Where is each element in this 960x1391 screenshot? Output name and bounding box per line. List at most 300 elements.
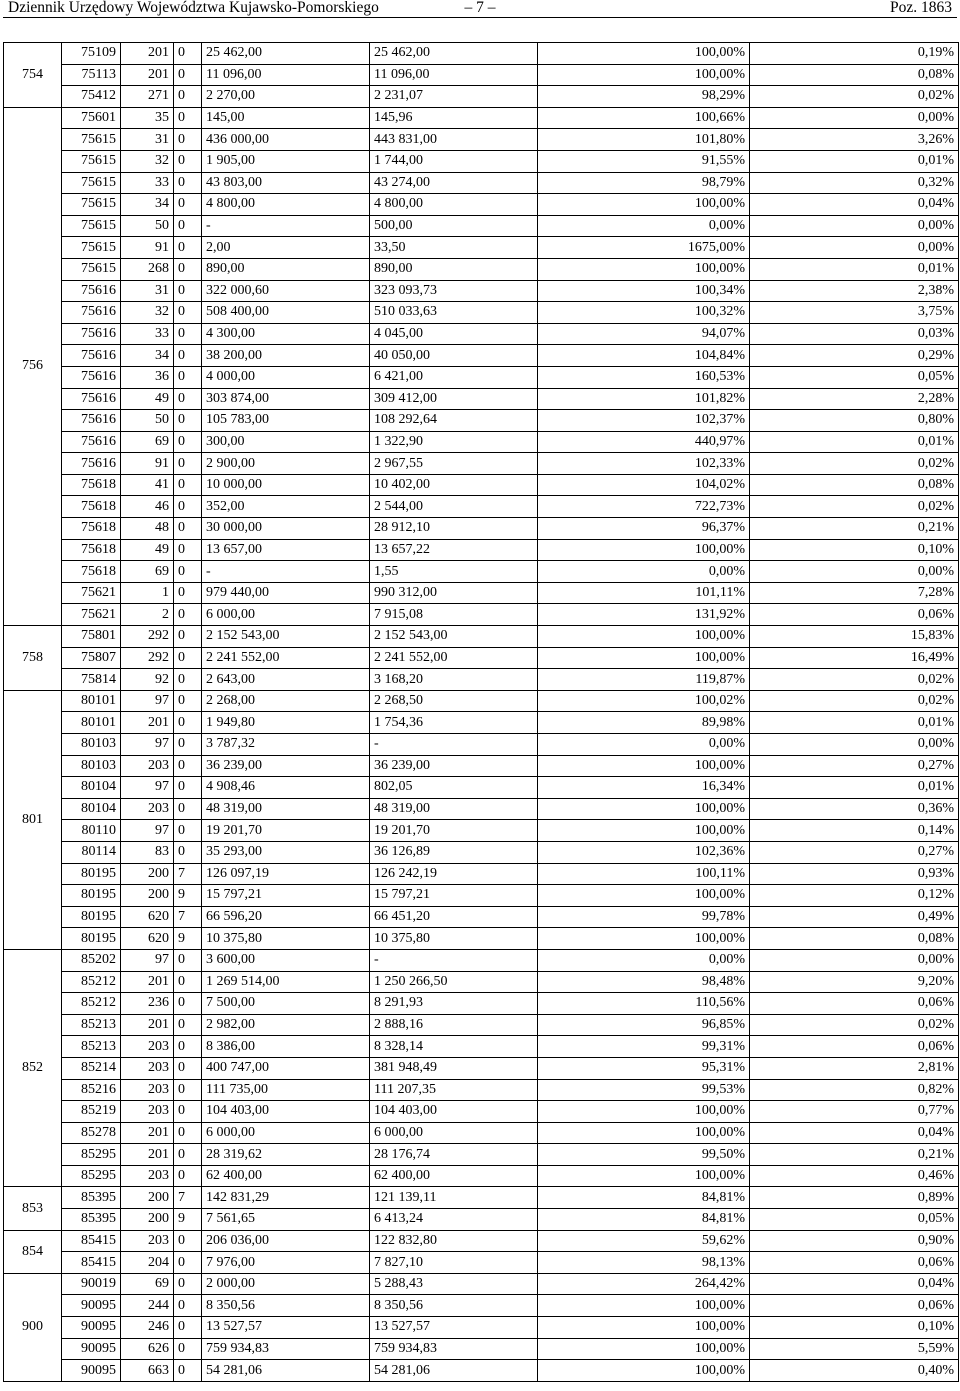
flag-cell: 0 (174, 1338, 202, 1360)
paragraph-cell: 80103 (62, 734, 121, 756)
paragraph-cell: 75113 (62, 64, 121, 86)
paragraph-cell: 85415 (62, 1230, 121, 1252)
source-cell: 97 (121, 734, 174, 756)
share-cell: 0,01% (750, 712, 959, 734)
table-row (4, 949, 959, 971)
source-cell: 292 (121, 647, 174, 669)
execution-cell: 36 239,00 (370, 755, 538, 777)
execution-cell: 500,00 (370, 215, 538, 237)
table-row (4, 431, 959, 453)
table-row (4, 1338, 959, 1360)
table-row (4, 1036, 959, 1058)
flag-cell: 0 (174, 1057, 202, 1079)
flag-cell: 0 (174, 474, 202, 496)
share-cell: 0,00% (750, 107, 959, 129)
percent-cell: 264,42% (538, 1273, 750, 1295)
table-row (4, 863, 959, 885)
percent-cell: 91,55% (538, 150, 750, 172)
percent-cell: 99,53% (538, 1079, 750, 1101)
percent-cell: 96,85% (538, 1014, 750, 1036)
execution-cell: 2 241 552,00 (370, 647, 538, 669)
share-cell: 0,19% (750, 43, 959, 65)
paragraph-cell: 75615 (62, 150, 121, 172)
plan-cell: 28 319,62 (202, 1144, 370, 1166)
share-cell: 0,02% (750, 453, 959, 475)
paragraph-cell: 90095 (62, 1338, 121, 1360)
percent-cell: 119,87% (538, 669, 750, 691)
execution-cell: 6 000,00 (370, 1122, 538, 1144)
source-cell: 200 (121, 1187, 174, 1209)
plan-cell: 890,00 (202, 258, 370, 280)
paragraph-cell: 85212 (62, 971, 121, 993)
percent-cell: 100,00% (538, 539, 750, 561)
share-cell: 2,81% (750, 1057, 959, 1079)
paragraph-cell: 85216 (62, 1079, 121, 1101)
share-cell: 0,00% (750, 215, 959, 237)
source-cell: 200 (121, 863, 174, 885)
source-cell: 201 (121, 1122, 174, 1144)
percent-cell: 99,78% (538, 906, 750, 928)
execution-cell: 2 888,16 (370, 1014, 538, 1036)
source-cell: 33 (121, 172, 174, 194)
share-cell: 0,05% (750, 1209, 959, 1231)
source-cell: 201 (121, 712, 174, 734)
source-cell: 50 (121, 215, 174, 237)
source-cell: 203 (121, 1230, 174, 1252)
flag-cell: 7 (174, 863, 202, 885)
source-cell: 203 (121, 1165, 174, 1187)
plan-cell: 322 000,60 (202, 280, 370, 302)
execution-cell: 2 967,55 (370, 453, 538, 475)
execution-cell: 10 375,80 (370, 928, 538, 950)
share-cell: 0,06% (750, 1036, 959, 1058)
paragraph-cell: 85395 (62, 1209, 121, 1231)
execution-cell: 1,55 (370, 561, 538, 583)
flag-cell: 0 (174, 561, 202, 583)
paragraph-cell: 75616 (62, 366, 121, 388)
source-cell: 2 (121, 604, 174, 626)
execution-cell: 145,96 (370, 107, 538, 129)
flag-cell: 0 (174, 1317, 202, 1339)
source-cell: 97 (121, 949, 174, 971)
percent-cell: 100,11% (538, 863, 750, 885)
plan-cell: 13 527,57 (202, 1317, 370, 1339)
table-row (4, 885, 959, 907)
paragraph-cell: 80104 (62, 777, 121, 799)
execution-cell: 104 403,00 (370, 1101, 538, 1123)
flag-cell: 0 (174, 971, 202, 993)
source-cell: 36 (121, 366, 174, 388)
plan-cell: 300,00 (202, 431, 370, 453)
paragraph-cell: 80195 (62, 863, 121, 885)
flag-cell: 0 (174, 841, 202, 863)
paragraph-cell: 75616 (62, 323, 121, 345)
share-cell: 0,10% (750, 539, 959, 561)
flag-cell: 0 (174, 1079, 202, 1101)
flag-cell: 0 (174, 1273, 202, 1295)
share-cell: 0,04% (750, 1122, 959, 1144)
table-row (4, 1101, 959, 1123)
execution-cell: 4 045,00 (370, 323, 538, 345)
percent-cell: 100,00% (538, 1317, 750, 1339)
share-cell: 0,10% (750, 1317, 959, 1339)
table-row (4, 302, 959, 324)
page-header (0, 0, 960, 42)
percent-cell: 0,00% (538, 561, 750, 583)
execution-cell: 6 421,00 (370, 366, 538, 388)
plan-cell: 1 949,80 (202, 712, 370, 734)
paragraph-cell: 75615 (62, 129, 121, 151)
execution-cell: 62 400,00 (370, 1165, 538, 1187)
plan-cell: 206 036,00 (202, 1230, 370, 1252)
paragraph-cell: 75616 (62, 388, 121, 410)
section-cell: 801 (4, 690, 62, 949)
source-cell: 203 (121, 798, 174, 820)
flag-cell: 0 (174, 366, 202, 388)
section-cell: 852 (4, 949, 62, 1187)
source-cell: 97 (121, 690, 174, 712)
table-row (4, 626, 959, 648)
plan-cell: 35 293,00 (202, 841, 370, 863)
plan-cell: 2 982,00 (202, 1014, 370, 1036)
table-row (4, 1165, 959, 1187)
table-body (4, 43, 959, 1382)
flag-cell: 0 (174, 1252, 202, 1274)
source-cell: 201 (121, 1144, 174, 1166)
flag-cell: 0 (174, 626, 202, 648)
paragraph-cell: 80101 (62, 712, 121, 734)
table-row (4, 712, 959, 734)
percent-cell: 101,11% (538, 582, 750, 604)
plan-cell: 2 268,00 (202, 690, 370, 712)
table-row (4, 690, 959, 712)
execution-cell: 66 451,20 (370, 906, 538, 928)
flag-cell: 0 (174, 323, 202, 345)
source-cell: 204 (121, 1252, 174, 1274)
execution-cell: 5 288,43 (370, 1273, 538, 1295)
flag-cell: 0 (174, 345, 202, 367)
paragraph-cell: 80195 (62, 885, 121, 907)
share-cell: 0,32% (750, 172, 959, 194)
plan-cell: 48 319,00 (202, 798, 370, 820)
share-cell: 0,77% (750, 1101, 959, 1123)
source-cell: 244 (121, 1295, 174, 1317)
share-cell: 0,21% (750, 518, 959, 540)
table-row (4, 237, 959, 259)
table-row (4, 129, 959, 151)
paragraph-cell: 85295 (62, 1165, 121, 1187)
execution-cell: 1 322,90 (370, 431, 538, 453)
percent-cell: 100,66% (538, 107, 750, 129)
table-row (4, 194, 959, 216)
plan-cell: 2 270,00 (202, 86, 370, 108)
share-cell: 0,02% (750, 669, 959, 691)
execution-cell: 7 915,08 (370, 604, 538, 626)
source-cell: 97 (121, 820, 174, 842)
share-cell: 0,46% (750, 1165, 959, 1187)
flag-cell: 0 (174, 237, 202, 259)
plan-cell: 25 462,00 (202, 43, 370, 65)
paragraph-cell: 75621 (62, 582, 121, 604)
table-row (4, 366, 959, 388)
percent-cell: 84,81% (538, 1187, 750, 1209)
source-cell: 201 (121, 1014, 174, 1036)
plan-cell: 145,00 (202, 107, 370, 129)
plan-cell: 8 386,00 (202, 1036, 370, 1058)
plan-cell: 19 201,70 (202, 820, 370, 842)
execution-cell: 8 350,56 (370, 1295, 538, 1317)
share-cell: 0,00% (750, 734, 959, 756)
paragraph-cell: 85295 (62, 1144, 121, 1166)
plan-cell: 4 908,46 (202, 777, 370, 799)
plan-cell: 30 000,00 (202, 518, 370, 540)
table-row (4, 928, 959, 950)
execution-cell: 2 231,07 (370, 86, 538, 108)
percent-cell: 99,31% (538, 1036, 750, 1058)
plan-cell: 104 403,00 (202, 1101, 370, 1123)
paragraph-cell: 90095 (62, 1360, 121, 1382)
execution-cell: 1 754,36 (370, 712, 538, 734)
table-row (4, 906, 959, 928)
flag-cell: 0 (174, 949, 202, 971)
percent-cell: 98,13% (538, 1252, 750, 1274)
flag-cell: 0 (174, 388, 202, 410)
percent-cell: 440,97% (538, 431, 750, 453)
flag-cell: 0 (174, 86, 202, 108)
percent-cell: 0,00% (538, 215, 750, 237)
plan-cell: 7 976,00 (202, 1252, 370, 1274)
percent-cell: 100,00% (538, 1101, 750, 1123)
paragraph-cell: 75616 (62, 453, 121, 475)
table-row (4, 561, 959, 583)
source-cell: 1 (121, 582, 174, 604)
table-row (4, 453, 959, 475)
flag-cell: 7 (174, 1187, 202, 1209)
flag-cell: 0 (174, 280, 202, 302)
share-cell: 0,01% (750, 777, 959, 799)
plan-cell: 1 269 514,00 (202, 971, 370, 993)
execution-cell: 13 657,22 (370, 539, 538, 561)
plan-cell: 508 400,00 (202, 302, 370, 324)
plan-cell: 2 152 543,00 (202, 626, 370, 648)
paragraph-cell: 75616 (62, 302, 121, 324)
plan-cell: 436 000,00 (202, 129, 370, 151)
source-cell: 292 (121, 626, 174, 648)
share-cell: 0,93% (750, 863, 959, 885)
percent-cell: 98,48% (538, 971, 750, 993)
plan-cell: 979 440,00 (202, 582, 370, 604)
plan-cell: 7 500,00 (202, 993, 370, 1015)
paragraph-cell: 75412 (62, 86, 121, 108)
plan-cell: 400 747,00 (202, 1057, 370, 1079)
percent-cell: 100,00% (538, 755, 750, 777)
plan-cell: 4 800,00 (202, 194, 370, 216)
execution-cell: 122 832,80 (370, 1230, 538, 1252)
flag-cell: 9 (174, 928, 202, 950)
plan-cell: 10 000,00 (202, 474, 370, 496)
percent-cell: 89,98% (538, 712, 750, 734)
execution-cell: 6 413,24 (370, 1209, 538, 1231)
percent-cell: 100,32% (538, 302, 750, 324)
paragraph-cell: 75618 (62, 496, 121, 518)
table-row (4, 1144, 959, 1166)
paragraph-cell: 75807 (62, 647, 121, 669)
share-cell: 0,06% (750, 1252, 959, 1274)
percent-cell: 100,00% (538, 928, 750, 950)
plan-cell: 10 375,80 (202, 928, 370, 950)
flag-cell: 0 (174, 539, 202, 561)
flag-cell: 0 (174, 993, 202, 1015)
flag-cell: 0 (174, 604, 202, 626)
plan-cell: 15 797,21 (202, 885, 370, 907)
flag-cell: 0 (174, 215, 202, 237)
flag-cell: 0 (174, 734, 202, 756)
source-cell: 626 (121, 1338, 174, 1360)
execution-cell: 13 527,57 (370, 1317, 538, 1339)
table-row (4, 647, 959, 669)
source-cell: 271 (121, 86, 174, 108)
table-row (4, 215, 959, 237)
flag-cell: 0 (174, 798, 202, 820)
paragraph-cell: 75801 (62, 626, 121, 648)
execution-cell: - (370, 949, 538, 971)
source-cell: 97 (121, 777, 174, 799)
flag-cell: 0 (174, 1230, 202, 1252)
source-cell: 48 (121, 518, 174, 540)
percent-cell: 100,00% (538, 1360, 750, 1382)
percent-cell: 0,00% (538, 734, 750, 756)
execution-cell: 36 126,89 (370, 841, 538, 863)
section-cell: 853 (4, 1187, 62, 1230)
plan-cell: 303 874,00 (202, 388, 370, 410)
source-cell: 41 (121, 474, 174, 496)
percent-cell: 100,00% (538, 258, 750, 280)
plan-cell: - (202, 561, 370, 583)
plan-cell: 2 241 552,00 (202, 647, 370, 669)
flag-cell: 0 (174, 1101, 202, 1123)
flag-cell: 0 (174, 43, 202, 65)
table-row (4, 1317, 959, 1339)
flag-cell: 0 (174, 777, 202, 799)
plan-cell: 6 000,00 (202, 1122, 370, 1144)
source-cell: 268 (121, 258, 174, 280)
percent-cell: 100,00% (538, 626, 750, 648)
percent-cell: 101,82% (538, 388, 750, 410)
share-cell: 0,02% (750, 690, 959, 712)
percent-cell: 102,37% (538, 410, 750, 432)
source-cell: 620 (121, 928, 174, 950)
percent-cell: 100,00% (538, 1338, 750, 1360)
table-row (4, 1122, 959, 1144)
source-cell: 91 (121, 453, 174, 475)
execution-cell: 990 312,00 (370, 582, 538, 604)
execution-cell: 1 250 266,50 (370, 971, 538, 993)
plan-cell: - (202, 215, 370, 237)
paragraph-cell: 75618 (62, 518, 121, 540)
paragraph-cell: 75618 (62, 474, 121, 496)
source-cell: 203 (121, 755, 174, 777)
paragraph-cell: 75615 (62, 237, 121, 259)
paragraph-cell: 75615 (62, 194, 121, 216)
paragraph-cell: 85202 (62, 949, 121, 971)
share-cell: 0,08% (750, 64, 959, 86)
percent-cell: 16,34% (538, 777, 750, 799)
plan-cell: 7 561,65 (202, 1209, 370, 1231)
table-row (4, 993, 959, 1015)
table-row (4, 539, 959, 561)
execution-cell: 2 544,00 (370, 496, 538, 518)
flag-cell: 0 (174, 518, 202, 540)
percent-cell: 100,02% (538, 690, 750, 712)
execution-cell: 890,00 (370, 258, 538, 280)
paragraph-cell: 85213 (62, 1014, 121, 1036)
flag-cell: 0 (174, 1165, 202, 1187)
share-cell: 0,82% (750, 1079, 959, 1101)
percent-cell: 1675,00% (538, 237, 750, 259)
plan-cell: 13 657,00 (202, 539, 370, 561)
source-cell: 203 (121, 1079, 174, 1101)
paragraph-cell: 75618 (62, 561, 121, 583)
execution-cell: 443 831,00 (370, 129, 538, 151)
flag-cell: 0 (174, 820, 202, 842)
table-row (4, 734, 959, 756)
flag-cell: 0 (174, 258, 202, 280)
source-cell: 83 (121, 841, 174, 863)
flag-cell: 0 (174, 755, 202, 777)
share-cell: 2,28% (750, 388, 959, 410)
flag-cell: 9 (174, 885, 202, 907)
source-cell: 92 (121, 669, 174, 691)
execution-cell: 108 292,64 (370, 410, 538, 432)
plan-cell: 142 831,29 (202, 1187, 370, 1209)
plan-cell: 4 000,00 (202, 366, 370, 388)
plan-cell: 6 000,00 (202, 604, 370, 626)
section-cell: 754 (4, 43, 62, 108)
flag-cell: 0 (174, 669, 202, 691)
share-cell: 0,89% (750, 1187, 959, 1209)
paragraph-cell: 80195 (62, 928, 121, 950)
share-cell: 5,59% (750, 1338, 959, 1360)
table-row (4, 1057, 959, 1079)
share-cell: 0,14% (750, 820, 959, 842)
paragraph-cell: 75814 (62, 669, 121, 691)
share-cell: 0,21% (750, 1144, 959, 1166)
source-cell: 49 (121, 539, 174, 561)
journal-title: Dziennik Urzędowy Województwa Kujawsko-Pomorskiego (8, 0, 379, 16)
execution-cell: 40 050,00 (370, 345, 538, 367)
source-cell: 69 (121, 431, 174, 453)
execution-cell: 126 242,19 (370, 863, 538, 885)
share-cell: 0,27% (750, 755, 959, 777)
table-row (4, 474, 959, 496)
execution-cell: 43 274,00 (370, 172, 538, 194)
plan-cell: 62 400,00 (202, 1165, 370, 1187)
execution-cell: 8 291,93 (370, 993, 538, 1015)
share-cell: 0,04% (750, 1273, 959, 1295)
paragraph-cell: 85214 (62, 1057, 121, 1079)
source-cell: 620 (121, 906, 174, 928)
budget-table (3, 42, 959, 1382)
share-cell: 0,02% (750, 496, 959, 518)
source-cell: 203 (121, 1101, 174, 1123)
paragraph-cell: 90019 (62, 1273, 121, 1295)
table-row (4, 258, 959, 280)
share-cell: 0,27% (750, 841, 959, 863)
plan-cell: 2 000,00 (202, 1273, 370, 1295)
plan-cell: 3 787,32 (202, 734, 370, 756)
plan-cell: 8 350,56 (202, 1295, 370, 1317)
execution-cell: 759 934,83 (370, 1338, 538, 1360)
